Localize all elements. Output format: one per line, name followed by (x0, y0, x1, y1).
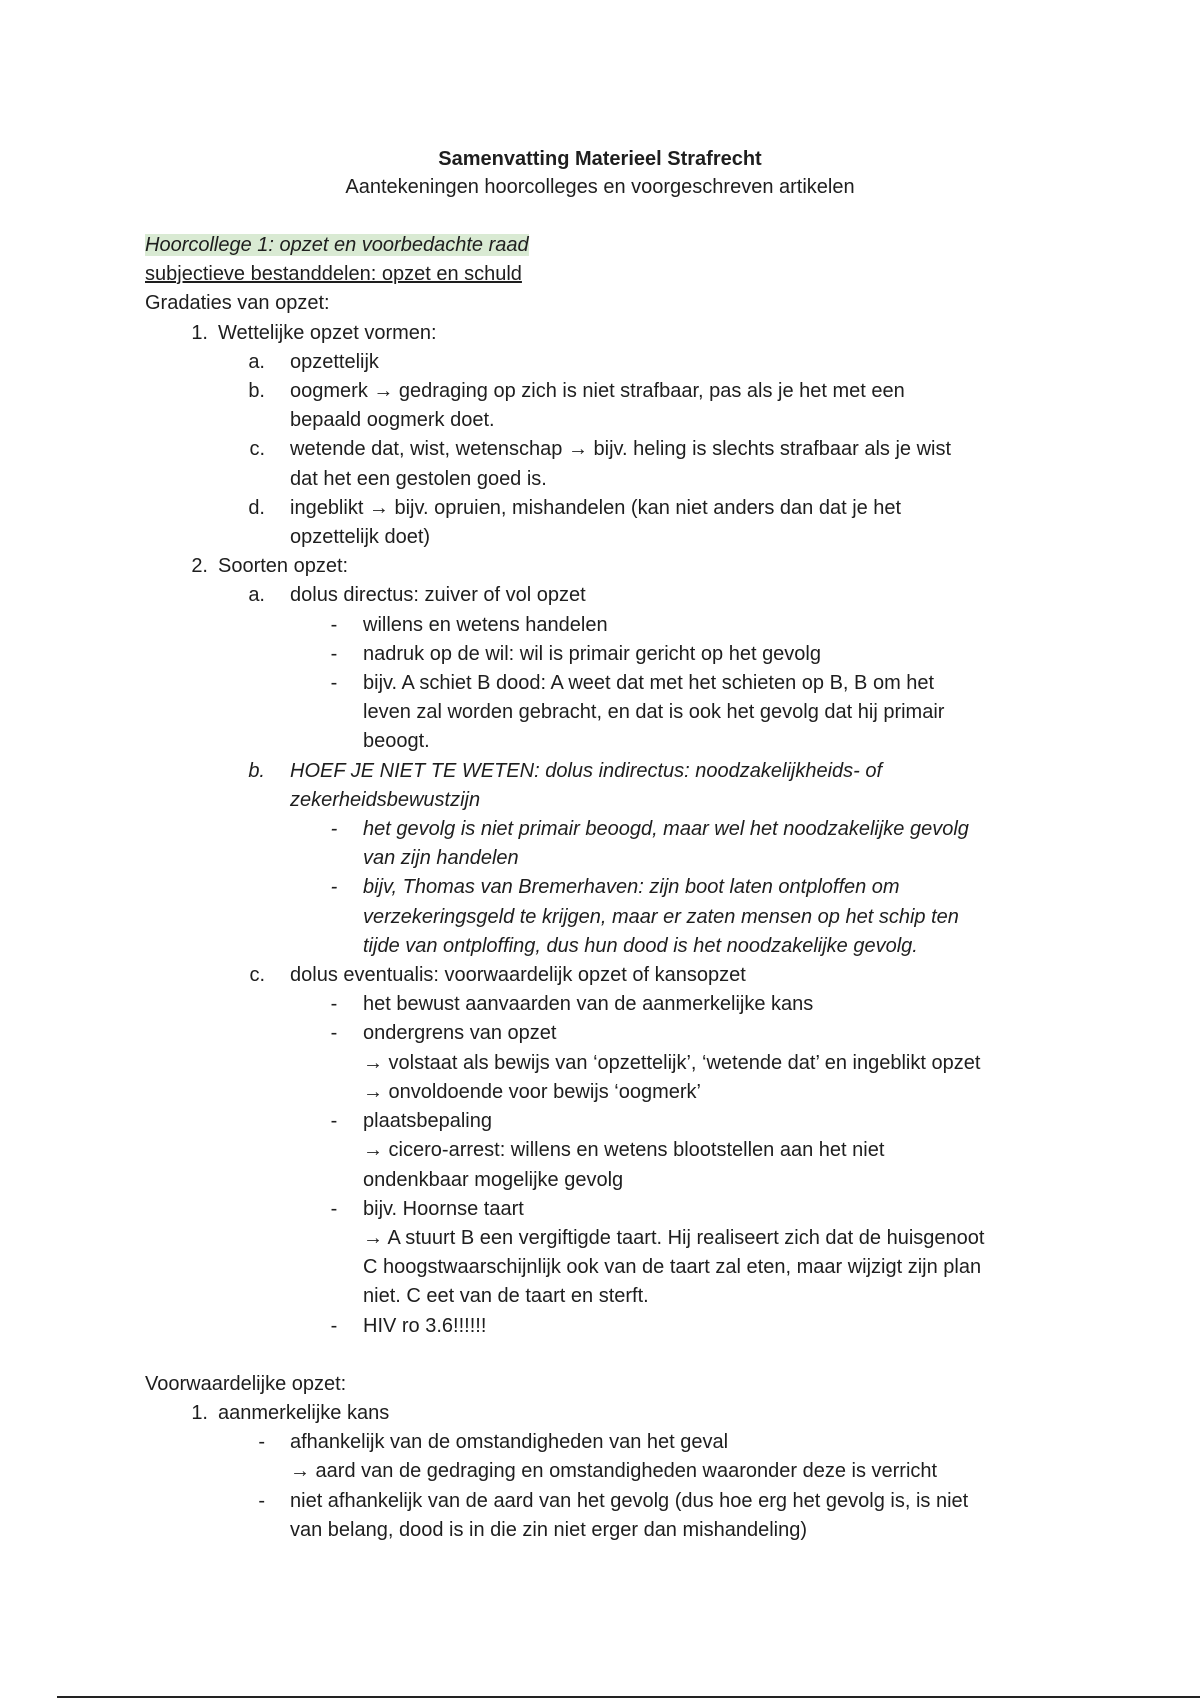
list-item: 1. Wettelijke opzet vormen: (191, 321, 437, 344)
bullet-item: - ondergrens van opzet (330, 1022, 557, 1045)
paragraph-heading: Gradaties van opzet: (145, 292, 330, 315)
bullet-item: - nadruk op de wil: wil is primair gericht op het gevolg (330, 642, 821, 665)
bullet-continuation: C hoogstwaarschijnlijk ook van de taart zal eten, maar wijzigt zijn plan (363, 1256, 982, 1279)
section-heading: Hoorcollege 1: opzet en voorbedachte raad (145, 234, 529, 256)
page-bottom-rule (57, 1696, 1200, 1698)
bullet-continuation: → cicero-arrest: willens en wetens blootstellen aan het niet (363, 1139, 885, 1162)
list-item: 2. Soorten opzet: (191, 555, 349, 578)
subheading: subjectieve bestanddelen: opzet en schuld (145, 263, 522, 286)
bullet-continuation: → volstaat als bewijs van ‘opzettelijk’, ‘wetende dat’ en ingeblikt opzet (363, 1051, 981, 1074)
bullet-item: - bijv. A schiet B dood: A weet dat met het schieten op B, B om het (330, 672, 935, 695)
bullet-continuation: → aard van de gedraging en omstandigheden waaronder deze is verricht (290, 1460, 938, 1483)
list-item: d. ingeblikt → bijv. opruien, mishandelen (kan niet anders dan dat je het (248, 496, 902, 519)
bullet-item: - niet afhankelijk van de aard van het gevolg (dus hoe erg het gevolg is, is niet (258, 1489, 969, 1512)
bullet-item: - plaatsbepaling (330, 1110, 492, 1133)
list-item: 1. aanmerkelijke kans (191, 1401, 390, 1424)
list-item-continuation: zekerheidsbewustzijn (290, 788, 481, 811)
bullet-item: - willens en wetens handelen (330, 613, 608, 636)
bullet-continuation: ondenkbaar mogelijke gevolg (363, 1168, 624, 1191)
list-item: b. HOEF JE NIET TE WETEN: dolus indirectus: noodzakelijkheids- of (248, 759, 883, 782)
list-item-continuation: opzettelijk doet) (290, 526, 431, 549)
bullet-item: - afhankelijk van de omstandigheden van het geval (258, 1431, 729, 1454)
bullet-item: - het gevolg is niet primair beoogd, maar wel het noodzakelijke gevolg (330, 818, 969, 841)
bullet-continuation: leven zal worden gebracht, en dat is ook het gevolg dat hij primair (363, 701, 945, 724)
list-item: b. oogmerk → gedraging op zich is niet strafbaar, pas als je het met een (248, 380, 905, 403)
bullet-continuation: → onvoldoende voor bewijs ‘oogmerk’ (363, 1080, 701, 1103)
bullet-continuation: verzekeringsgeld te krijgen, maar er zaten mensen op het schip ten (363, 905, 959, 928)
bullet-continuation: tijde van ontploffing, dus hun dood is het noodzakelijke gevolg. (363, 934, 918, 957)
document-title: Samenvatting Materieel Strafrecht (438, 148, 762, 170)
bullet-continuation: van belang, dood is in die zin niet erger dan mishandeling) (290, 1518, 808, 1541)
list-item-continuation: dat het een gestolen goed is. (290, 467, 547, 490)
bullet-continuation: van zijn handelen (363, 847, 519, 870)
bullet-item: - HIV ro 3.6!!!!!! (330, 1314, 487, 1337)
document-subtitle: Aantekeningen hoorcolleges en voorgeschreven artikelen (345, 176, 855, 198)
paragraph-heading: Voorwaardelijke opzet: (145, 1372, 347, 1395)
bullet-continuation: niet. C eet van de taart en sterft. (363, 1285, 649, 1308)
list-item: c. dolus eventualis: voorwaardelijk opzet of kansopzet (249, 964, 746, 987)
bullet-item: - het bewust aanvaarden van de aanmerkelijke kans (330, 993, 814, 1016)
bullet-continuation: → A stuurt B een vergiftigde taart. Hij realiseert zich dat de huisgenoot (363, 1226, 985, 1249)
document-body (145, 231, 1075, 1545)
bullet-item: - bijv. Hoornse taart (330, 1197, 524, 1220)
bullet-continuation: beoogt. (363, 730, 430, 753)
list-item: c. wetende dat, wist, wetenschap → bijv. heling is slechts strafbaar als je wist (249, 438, 952, 461)
list-item: a. opzettelijk (248, 350, 379, 373)
list-item-continuation: bepaald oogmerk doet. (290, 409, 495, 432)
spacer (145, 1341, 1075, 1370)
list-item: a. dolus directus: zuiver of vol opzet (248, 584, 586, 607)
bullet-item: - bijv, Thomas van Bremerhaven: zijn boot laten ontploffen om (330, 876, 900, 899)
